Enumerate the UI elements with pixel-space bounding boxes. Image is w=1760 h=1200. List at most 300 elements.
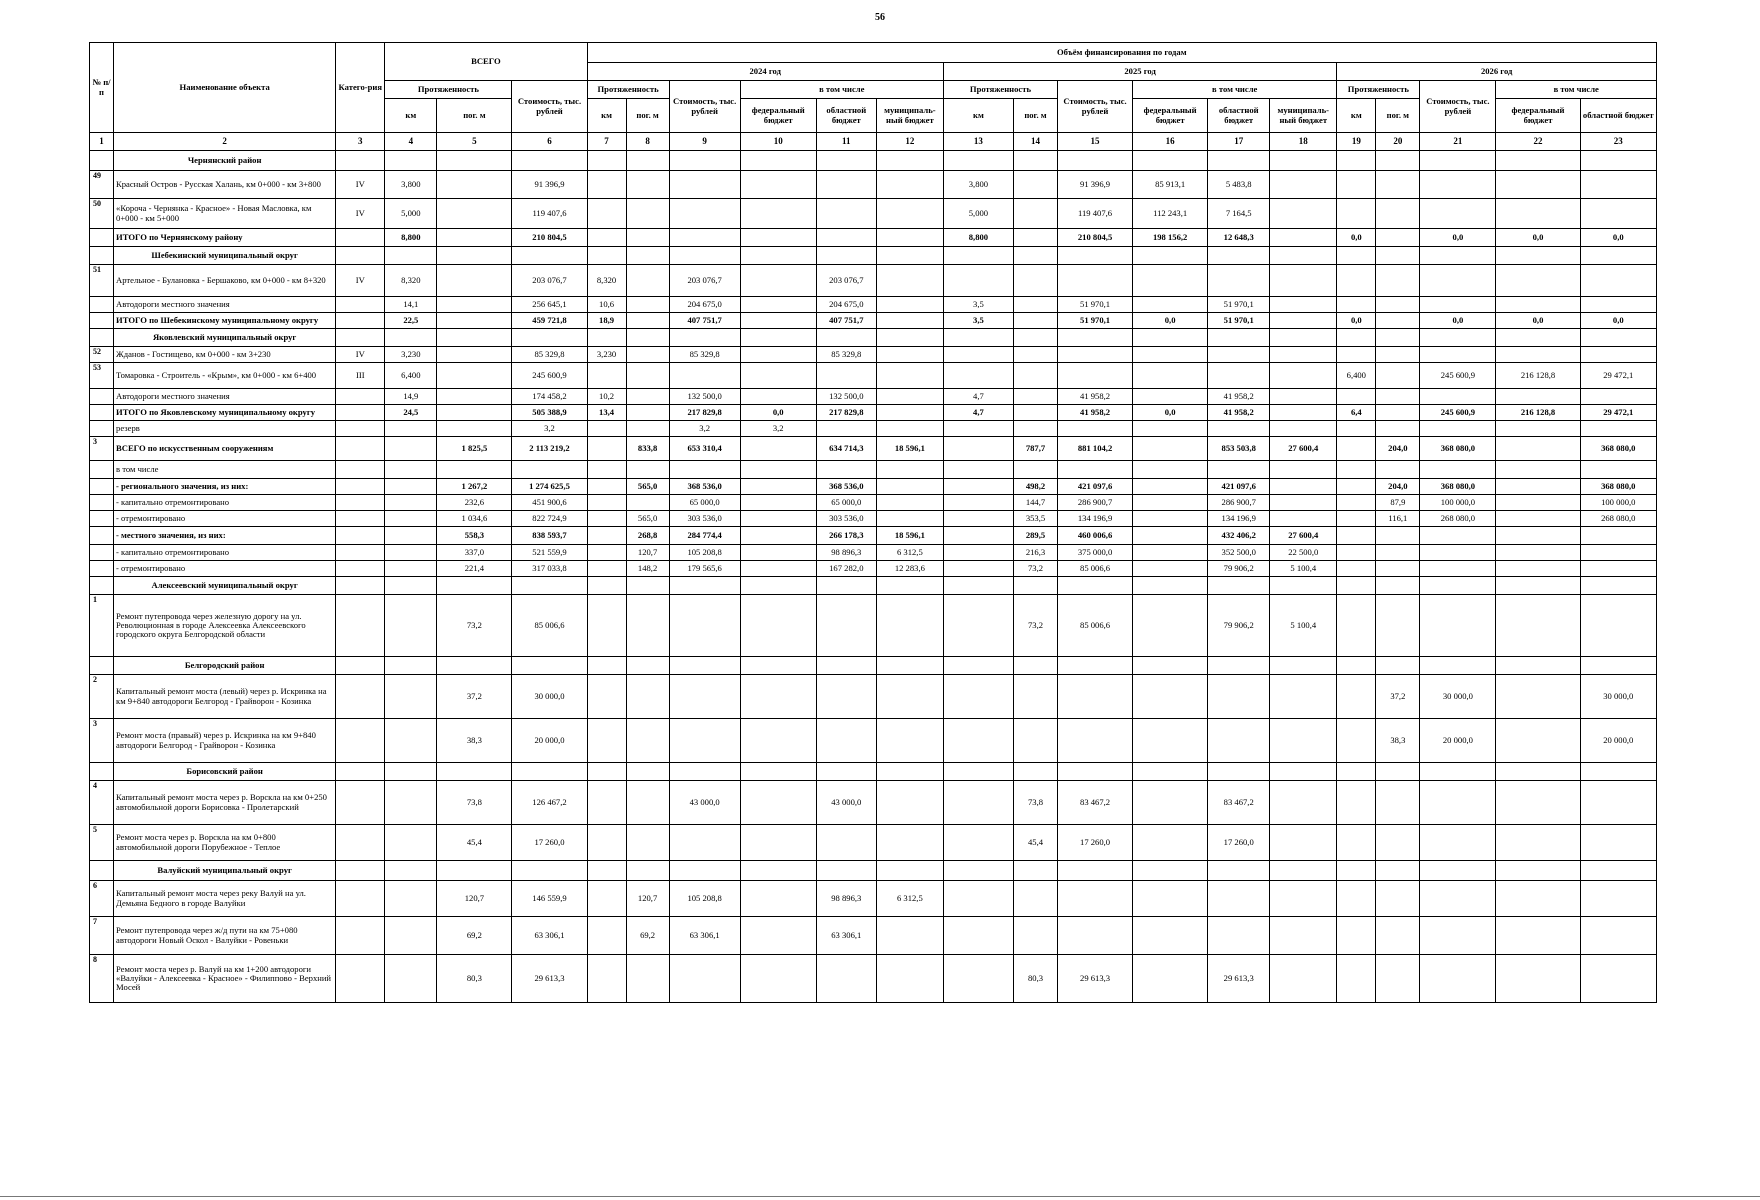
column-number: 6 [512, 133, 587, 151]
table-cell: 6,400 [385, 363, 437, 389]
table-cell: 179 565,6 [669, 561, 740, 577]
table-cell [876, 495, 943, 511]
table-cell [1496, 825, 1580, 861]
object-name: Ремонт моста через р. Ворскла на км 0+800 автомобильной дороги Порубежное - Теплое [114, 825, 336, 861]
table-cell [587, 577, 626, 595]
table-cell [1376, 151, 1420, 171]
table-cell: 18 596,1 [876, 527, 943, 545]
table-row [90, 511, 1657, 527]
table-cell [1270, 421, 1337, 437]
table-cell [816, 577, 876, 595]
table-cell [1013, 171, 1057, 199]
table-cell [336, 527, 385, 545]
table-cell [1270, 347, 1337, 363]
table-cell: 119 407,6 [512, 199, 587, 229]
table-cell [626, 955, 669, 1003]
object-name: Капитальный ремонт моста через реку Валуй на ул. Демьяна Бедного в городе Валуйки [114, 881, 336, 917]
table-cell: 0,0 [740, 405, 816, 421]
table-cell: 51 970,1 [1058, 297, 1133, 313]
table-cell [943, 495, 1013, 511]
table-cell [943, 527, 1013, 545]
table-cell [1270, 955, 1337, 1003]
table-cell [1337, 265, 1376, 297]
table-cell [626, 297, 669, 313]
table-cell [336, 719, 385, 763]
table-cell [385, 781, 437, 825]
table-cell [512, 763, 587, 781]
table-cell [740, 545, 816, 561]
table-cell [816, 719, 876, 763]
table-cell [1208, 675, 1270, 719]
table-cell [626, 825, 669, 861]
table-cell [740, 329, 816, 347]
table-cell [740, 437, 816, 461]
object-name: Автодороги местного значения [114, 389, 336, 405]
table-cell [876, 151, 943, 171]
table-row [90, 461, 1657, 479]
table-row [90, 545, 1657, 561]
column-number: 13 [943, 133, 1013, 151]
table-cell: 352 500,0 [1208, 545, 1270, 561]
table-cell: 144,7 [1013, 495, 1057, 511]
table-cell [626, 329, 669, 347]
table-cell [1376, 561, 1420, 577]
table-cell [1133, 347, 1208, 363]
total-row [90, 437, 1657, 461]
table-cell: 12 283,6 [876, 561, 943, 577]
table-cell [943, 781, 1013, 825]
table-cell [1058, 763, 1133, 781]
table-cell [1376, 199, 1420, 229]
table-cell: 451 900,6 [512, 495, 587, 511]
table-cell: 134 196,9 [1058, 511, 1133, 527]
table-cell [1580, 199, 1656, 229]
table-cell [876, 229, 943, 247]
table-cell [336, 329, 385, 347]
table-cell: 167 282,0 [816, 561, 876, 577]
table-cell [1337, 151, 1376, 171]
table-cell: 80,3 [1013, 955, 1057, 1003]
table-cell [1376, 247, 1420, 265]
header-federal: федеральный бюджет [740, 99, 816, 133]
table-cell [385, 719, 437, 763]
table-cell [740, 479, 816, 495]
table-cell [1376, 881, 1420, 917]
table-row [90, 495, 1657, 511]
table-cell [1420, 329, 1496, 347]
table-cell [626, 151, 669, 171]
table-cell [740, 861, 816, 881]
table-cell [385, 479, 437, 495]
table-cell [1270, 495, 1337, 511]
table-cell: 4,7 [943, 405, 1013, 421]
table-cell: 41 958,2 [1208, 405, 1270, 421]
table-cell [816, 595, 876, 657]
table-cell [669, 675, 740, 719]
section-header-row [90, 657, 1657, 675]
table-cell [1496, 437, 1580, 461]
row-number [90, 527, 114, 545]
table-cell: 653 310,4 [669, 437, 740, 461]
table-cell [1058, 421, 1133, 437]
table-cell [336, 313, 385, 329]
table-cell [587, 781, 626, 825]
table-cell [1580, 389, 1656, 405]
table-cell [1270, 781, 1337, 825]
table-cell [1133, 561, 1208, 577]
table-cell: 4,7 [943, 389, 1013, 405]
table-cell [587, 421, 626, 437]
table-cell [512, 247, 587, 265]
table-cell [1376, 389, 1420, 405]
table-cell [1270, 861, 1337, 881]
table-cell: 73,2 [1013, 595, 1057, 657]
table-cell [816, 955, 876, 1003]
table-cell [669, 247, 740, 265]
object-name: Ремонт моста через р. Валуй на км 1+200 автодороги «Валуйки - Алексеевка - Красное» - Филиппово - Верхний Мосей [114, 955, 336, 1003]
section-header-row [90, 577, 1657, 595]
table-cell [669, 151, 740, 171]
table-cell: 100 000,0 [1420, 495, 1496, 511]
table-cell [1208, 421, 1270, 437]
table-cell [740, 527, 816, 545]
table-cell: 22 500,0 [1270, 545, 1337, 561]
table-cell: 3,5 [943, 313, 1013, 329]
table-cell [876, 421, 943, 437]
table-cell: 204,0 [1376, 437, 1420, 461]
table-cell [1133, 781, 1208, 825]
table-cell [587, 229, 626, 247]
table-cell: 30 000,0 [1420, 675, 1496, 719]
table-cell [1208, 763, 1270, 781]
row-number: 2 [90, 675, 114, 719]
table-cell [876, 577, 943, 595]
header-km: км [1337, 99, 1376, 133]
table-cell [1376, 363, 1420, 389]
table-cell [1058, 247, 1133, 265]
table-cell [587, 595, 626, 657]
object-name: Ремонт моста (правый) через р. Искринка на км 9+840 автодороги Белгород - Грайворон - Козинка [114, 719, 336, 763]
table-cell [1376, 955, 1420, 1003]
table-cell [1420, 389, 1496, 405]
table-cell [1376, 405, 1420, 421]
table-cell [816, 199, 876, 229]
table-cell: 289,5 [1013, 527, 1057, 545]
table-cell: 17 260,0 [512, 825, 587, 861]
object-name: резерв [114, 421, 336, 437]
table-cell [385, 881, 437, 917]
table-cell [437, 199, 512, 229]
table-cell [1420, 421, 1496, 437]
table-cell [1496, 511, 1580, 527]
page-bottom-rule [0, 1196, 1760, 1197]
table-cell: 303 536,0 [669, 511, 740, 527]
table-cell: 6 312,5 [876, 881, 943, 917]
table-cell [587, 763, 626, 781]
table-cell [876, 199, 943, 229]
table-cell [669, 577, 740, 595]
table-cell: 85 329,8 [512, 347, 587, 363]
table-cell: 29 472,1 [1580, 363, 1656, 389]
table-cell: 80,3 [437, 955, 512, 1003]
table-cell [816, 763, 876, 781]
table-cell: 174 458,2 [512, 389, 587, 405]
object-name: Белгородский район [114, 657, 336, 675]
table-cell [1376, 527, 1420, 545]
table-cell: 85 006,6 [1058, 595, 1133, 657]
table-cell [512, 657, 587, 675]
table-cell [1420, 297, 1496, 313]
table-cell [740, 825, 816, 861]
table-cell [943, 545, 1013, 561]
table-cell [1496, 763, 1580, 781]
header-total-length: Протяженность [385, 81, 512, 99]
table-row [90, 421, 1657, 437]
table-cell: 210 804,5 [1058, 229, 1133, 247]
table-cell [1496, 917, 1580, 955]
table-cell [336, 917, 385, 955]
table-cell [1496, 151, 1580, 171]
table-cell: 203 076,7 [669, 265, 740, 297]
table-cell: 10,6 [587, 297, 626, 313]
table-cell: 498,2 [1013, 479, 1057, 495]
table-cell [437, 297, 512, 313]
table-cell: 368 080,0 [1420, 479, 1496, 495]
table-cell [1133, 881, 1208, 917]
table-cell [385, 577, 437, 595]
table-cell [1013, 347, 1057, 363]
table-cell [1420, 861, 1496, 881]
table-cell [1058, 881, 1133, 917]
object-name: Шебекинский муниципальный округ [114, 247, 336, 265]
table-cell [1337, 527, 1376, 545]
table-cell [1337, 461, 1376, 479]
table-cell [1133, 545, 1208, 561]
total-row [90, 229, 1657, 247]
column-number: 8 [626, 133, 669, 151]
table-cell [943, 861, 1013, 881]
table-cell [740, 763, 816, 781]
financing-table [89, 42, 1657, 1003]
table-cell [816, 171, 876, 199]
table-cell [943, 461, 1013, 479]
table-cell [1013, 389, 1057, 405]
table-cell [1376, 861, 1420, 881]
table-cell [1133, 151, 1208, 171]
table-row [90, 265, 1657, 297]
table-cell [1376, 229, 1420, 247]
table-cell [1496, 595, 1580, 657]
table-cell [385, 437, 437, 461]
table-cell: 98 896,3 [816, 881, 876, 917]
table-cell [1420, 347, 1496, 363]
table-cell [385, 527, 437, 545]
section-header-row [90, 861, 1657, 881]
table-cell [587, 955, 626, 1003]
table-cell: 286 900,7 [1058, 495, 1133, 511]
table-cell: 565,0 [626, 511, 669, 527]
table-cell [626, 389, 669, 405]
table-cell [587, 719, 626, 763]
row-number [90, 297, 114, 313]
table-cell [1013, 861, 1057, 881]
table-cell [816, 421, 876, 437]
table-cell: 100 000,0 [1580, 495, 1656, 511]
table-cell: 14,1 [385, 297, 437, 313]
table-cell: 3,230 [385, 347, 437, 363]
table-cell [1337, 329, 1376, 347]
table-cell [876, 265, 943, 297]
table-cell: 303 536,0 [816, 511, 876, 527]
table-cell [876, 917, 943, 955]
table-cell [1337, 881, 1376, 917]
table-cell: 286 900,7 [1208, 495, 1270, 511]
table-cell [1337, 297, 1376, 313]
table-cell: 83 467,2 [1208, 781, 1270, 825]
table-cell [1058, 577, 1133, 595]
table-cell: IV [336, 199, 385, 229]
table-cell: 12 648,3 [1208, 229, 1270, 247]
table-cell [1270, 675, 1337, 719]
table-cell [1208, 861, 1270, 881]
table-cell: 17 260,0 [1058, 825, 1133, 861]
table-cell: 8,320 [587, 265, 626, 297]
table-cell [385, 763, 437, 781]
table-cell [876, 825, 943, 861]
table-row [90, 675, 1657, 719]
table-cell: 45,4 [437, 825, 512, 861]
table-cell: 5,000 [385, 199, 437, 229]
table-cell [1270, 363, 1337, 389]
object-name: - местного значения, из них: [114, 527, 336, 545]
table-cell [336, 511, 385, 527]
table-cell: 203 076,7 [816, 265, 876, 297]
row-number: 4 [90, 781, 114, 825]
table-cell [587, 825, 626, 861]
table-cell [626, 675, 669, 719]
header-year-2025: 2025 год [943, 63, 1336, 81]
table-cell: 38,3 [437, 719, 512, 763]
table-row [90, 825, 1657, 861]
table-cell [1133, 461, 1208, 479]
table-cell [1580, 527, 1656, 545]
table-cell: 98 896,3 [816, 545, 876, 561]
table-cell [336, 545, 385, 561]
table-cell: 45,4 [1013, 825, 1057, 861]
table-cell [740, 561, 816, 577]
table-cell: 337,0 [437, 545, 512, 561]
table-cell [1580, 347, 1656, 363]
table-cell [943, 881, 1013, 917]
table-cell [1133, 265, 1208, 297]
table-cell [740, 171, 816, 199]
table-cell [1270, 297, 1337, 313]
table-cell [876, 511, 943, 527]
table-cell [1058, 675, 1133, 719]
table-cell: 0,0 [1133, 405, 1208, 421]
table-cell [587, 247, 626, 265]
table-cell [1208, 577, 1270, 595]
table-cell [1496, 347, 1580, 363]
table-cell [437, 421, 512, 437]
table-cell [336, 955, 385, 1003]
table-cell [1208, 151, 1270, 171]
table-cell [876, 405, 943, 421]
header-2025-cost: Стоимость, тыс. рублей [1058, 81, 1133, 133]
table-cell [943, 511, 1013, 527]
table-cell [669, 861, 740, 881]
table-cell [587, 545, 626, 561]
table-cell: 407 751,7 [669, 313, 740, 329]
table-cell [1420, 561, 1496, 577]
table-cell: 29 613,3 [512, 955, 587, 1003]
table-cell: IV [336, 265, 385, 297]
table-cell [1580, 881, 1656, 917]
table-cell [1013, 675, 1057, 719]
row-number [90, 495, 114, 511]
column-number: 7 [587, 133, 626, 151]
table-cell [336, 561, 385, 577]
table-cell: 368 080,0 [1580, 479, 1656, 495]
object-name: Артельное - Булановка - Бершаково, км 0+000 - км 8+320 [114, 265, 336, 297]
table-cell [1580, 545, 1656, 561]
table-cell [1496, 657, 1580, 675]
table-cell [626, 421, 669, 437]
table-cell [626, 461, 669, 479]
table-cell [385, 461, 437, 479]
row-number: 3 [90, 719, 114, 763]
row-number [90, 247, 114, 265]
table-cell [669, 595, 740, 657]
table-cell [512, 861, 587, 881]
table-cell [669, 955, 740, 1003]
header-km: км [587, 99, 626, 133]
column-number: 15 [1058, 133, 1133, 151]
table-cell [1376, 763, 1420, 781]
table-cell [876, 955, 943, 1003]
table-cell [587, 527, 626, 545]
table-cell: 73,8 [1013, 781, 1057, 825]
header-year-2024: 2024 год [587, 63, 943, 81]
header-federal: федеральный бюджет [1496, 99, 1580, 133]
table-cell [943, 577, 1013, 595]
table-cell: 268 080,0 [1580, 511, 1656, 527]
table-cell: 634 714,3 [816, 437, 876, 461]
table-cell: 38,3 [1376, 719, 1420, 763]
table-cell [740, 151, 816, 171]
table-cell [1058, 347, 1133, 363]
table-cell [1496, 421, 1580, 437]
table-cell [1133, 495, 1208, 511]
table-cell: 87,9 [1376, 495, 1420, 511]
table-cell [1208, 917, 1270, 955]
table-cell: 85 913,1 [1133, 171, 1208, 199]
table-cell [1580, 781, 1656, 825]
table-cell [336, 479, 385, 495]
table-cell [1496, 955, 1580, 1003]
row-number: 3 [90, 437, 114, 461]
table-cell [1496, 479, 1580, 495]
header-total-cost: Стоимость, тыс. рублей [512, 81, 587, 133]
table-cell [740, 297, 816, 313]
table-cell [1133, 917, 1208, 955]
table-cell [626, 861, 669, 881]
table-cell: 3,2 [740, 421, 816, 437]
table-cell [669, 171, 740, 199]
table-cell: 204 675,0 [669, 297, 740, 313]
table-cell [587, 917, 626, 955]
table-cell [336, 495, 385, 511]
